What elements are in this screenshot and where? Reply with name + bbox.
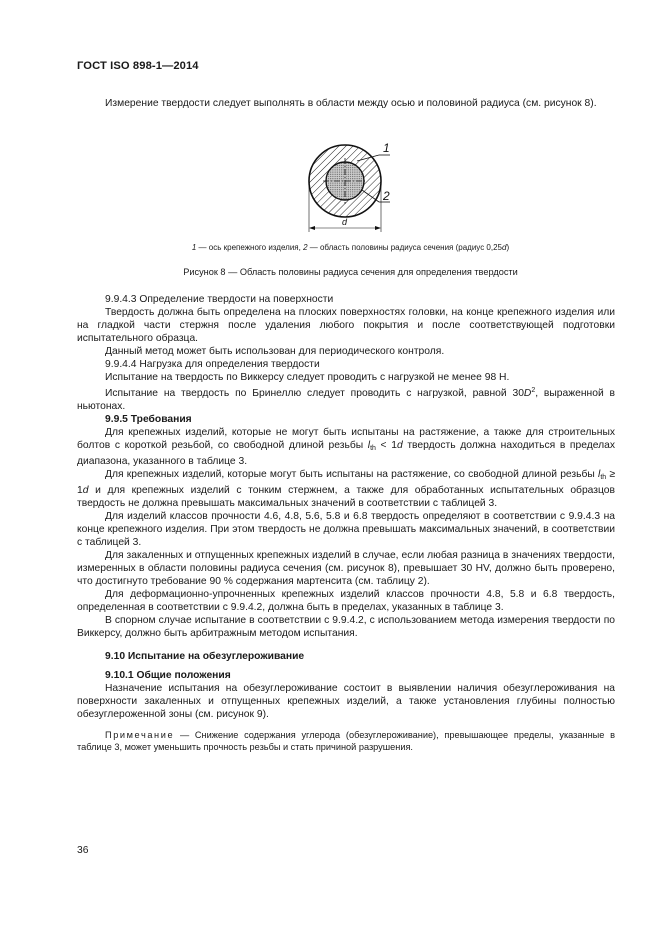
intro-paragraph [77,97,615,110]
paragraph-9-10-1: Назначение испытания на обезуглероживание состоит в выявлении наличия обезуглероживания на поверхности закаленных и отпущенных крепежных изделий, а также установления глубины полностью обезуглероженной зоны (см. рисунок 9). [77,683,615,720]
legend-d: d [502,243,507,252]
note-text: — Снижение содержания углерода (обезуглероживание), превышающее пределы, указанные в таблице 3, может уменьшить прочность резьбы и стать причиной разрушения. [77,730,615,752]
heading-9-10: 9.10 Испытание на обезуглероживание [105,651,305,662]
legend-close: ) [506,243,510,252]
document-header: ГОСТ ISO 898-1—2014 [77,60,199,72]
paragraph-9-9-5-1: Для крепежных изделий, которые не могут быть испытаны на растяжение, а также для строительных болтов с короткой резьбой, со свободной длиной резьбы $l_{th} < 1d$ твердость должна находиться в пределах диапазона, указанного в таблице 3. [77,427,616,467]
intro-text: Измерение твердости следует выполнять в области между осью и половиной радиуса (см. рисунок 8). [105,98,597,109]
label-d: d [342,217,348,227]
legend-1-text: — ось крепежного изделия, [196,243,304,252]
paragraph-9-9-5-2: Для крепежных изделий, которые могут быть испытаны на растяжение, со свободной длиной резьбы $l_{th} \ge 1d$ и для крепежных изделий с тонким стержнем, а также для обработанных испытательных образцов твердость не должна превышать максимальных значений в соответствии с таблицей 3. [77,469,615,509]
section-9-10 [77,650,615,753]
label-2: 2 [383,189,390,203]
heading-9-9-4-3: 9.9.4.3 Определение твердости на поверхности [105,294,334,305]
page-number: 36 [77,845,89,856]
paragraph-9-9-5-4: Для закаленных и отпущенных крепежных изделий в случае, если любая разница в значениях твердости, измеренных в области половины радиуса сечения (см. рисунок 8), превышает 30 HV, должно быть проверено, что достигнуто требование 90 % содержания мартенсита (см. таблицу 2). [77,550,615,587]
paragraph-9-9-4-4-2: Испытание на твердость по Бринеллю следует проводить с нагрузкой, равной $30D^2$, выраженной в ньютонах. [77,387,615,412]
paragraph-9-9-4-3-2: Данный метод может быть использован для периодического контроля. [105,346,445,357]
paragraph-9-9-5-3: Для изделий классов прочности 4.6, 4.8, 5.6, 5.8 и 6.8 твердость определяют в соответствии с 9.9.4.3 на конце крепежного изделия. При этом твердость не должна превышать максимальных значений, в соответствии с таблицей 3. [77,511,615,548]
figure-8-diagram [290,138,400,240]
note-paragraph [77,729,615,753]
heading-9-9-5: 9.9.5 Требования [105,414,192,425]
paragraph-9-9-5-5: Для деформационно-упрочненных крепежных изделий классов прочности 4.8, 5.8 и 6.8 твердость, определенная в соответствии с 9.9.4.2, должна быть в пределах, указанных в таблице 3. [77,589,615,613]
legend-1-number: 1 [191,243,197,252]
figure-legend [0,243,661,253]
heading-9-10-1: 9.10.1 Общие положения [105,670,231,681]
legend-2-text: — область половины радиуса сечения (радиус 0,25 [307,243,502,252]
label-1: 1 [383,141,390,155]
section-9-9-4-3 [77,293,615,640]
heading-9-9-4-4: 9.9.4.4 Нагрузка для определения твердости [105,359,320,370]
paragraph-9-9-4-4-1: Испытание на твердость по Виккерсу следует проводить с нагрузкой не менее 98 Н. [105,372,510,383]
figure-caption: Рисунок 8 — Область половины радиуса сечения для определения твердости [183,267,518,277]
note-label: Примечание [105,730,175,740]
legend-2-number: 2 [303,243,308,252]
paragraph-9-9-4-3-1: Твердость должна быть определена на плоских поверхностях головки, на конце крепежного изделия или на гладкой части стержня после удаления любого покрытия и после соответствующей подготовки испытательного образца. [77,307,615,344]
paragraph-9-9-5-6: В спорном случае испытание в соответствии с 9.9.4.2, с использованием метода измерения твердости по Виккерсу, должно быть арбитражным методом испытания. [77,615,615,639]
